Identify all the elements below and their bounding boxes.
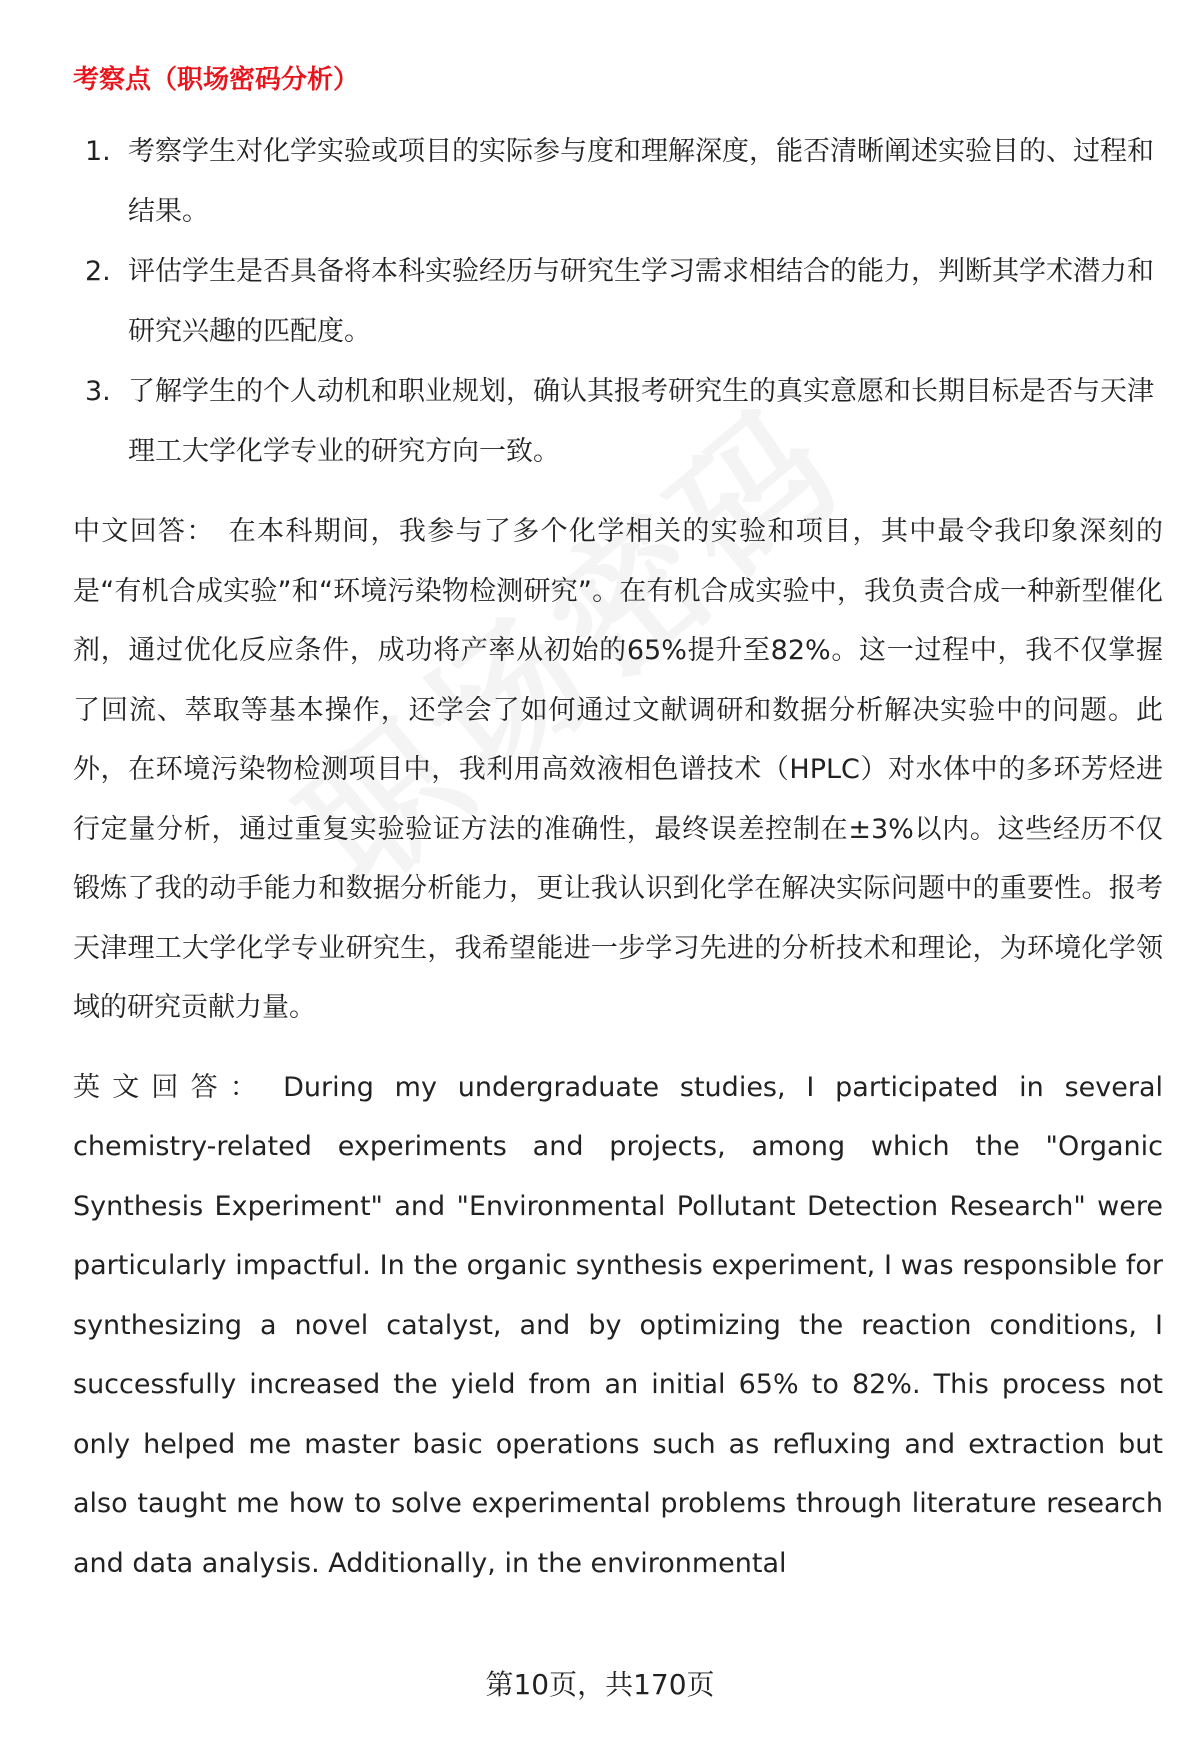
list-item — [73, 362, 1163, 482]
list-text: 评估学生是否具备将本科实验经历与研究生学习需求相结合的能力，判断其学术潜力和研究兴趣的匹配度。 — [128, 256, 1154, 347]
points-list — [73, 122, 1163, 482]
list-item — [73, 122, 1163, 242]
list-number: 1. — [85, 136, 111, 167]
page-footer: 第10页，共170页 — [485, 1668, 715, 1701]
section-title: 考察点（职场密码分析） — [73, 65, 360, 95]
english-answer — [73, 1058, 1163, 1594]
list-text: 了解学生的个人动机和职业规划，确认其报考研究生的真实意愿和长期目标是否与天津理工大学化学专业的研究方向一致。 — [128, 376, 1154, 467]
chinese-answer-text: 在本科期间，我参与了多个化学相关的实验和项目，其中最令我印象深刻的是“有机合成实验”和“环境污染物检测研究”。在有机合成实验中，我负责合成一种新型催化剂，通过优化反应条件，成功将产率从初始的65%提升至82%。这一过程中，我不仅掌握了回流、萃取等基本操作，还学会了如何通过文献调研和数据分析解决实验中的问题。此外，在环境污染物检测项目中，我利用高效液相色谱技术（HPLC）对水体中的多环芳烃进行定量分析，通过重复实验验证方法的准确性，最终误差控制在±3%以内。这些经历不仅锻炼了我的动手能力和数据分析能力，更让我认识到化学在解决实际问题中的重要性。报考天津理工大学化学专业研究生，我希望能进一步学习先进的分析技术和理论，为环境化学领域的研究贡献力量。 — [73, 516, 1164, 1023]
chinese-answer — [73, 502, 1163, 1038]
list-number: 3. — [85, 376, 111, 407]
chinese-answer-label: 中文回答： — [73, 516, 215, 547]
list-number: 2. — [85, 256, 111, 287]
list-text: 考察学生对化学实验或项目的实际参与度和理解深度，能否清晰阐述实验目的、过程和结果。 — [128, 136, 1154, 227]
english-answer-label: 英文回答： — [73, 1071, 270, 1103]
list-item — [73, 242, 1163, 362]
content — [73, 60, 1163, 1593]
english-answer-text: During my undergraduate studies, I participated in several chemistry-related experiments and projects, among which the "Organic Synthesis Experiment" and "Environmental Pollutant Detection Research" were particularly impactful. In the organic synthesis experiment, I was responsible for synthesizing a novel catalyst, and by optimizing the reaction conditions, I successfully increased the yield from an initial 65% to 82%. This process not only helped me master basic operations such as refluxing and extraction but also taught me how to solve experimental problems through literature research and data analysis. Additionally, in the environmental — [73, 1071, 1164, 1579]
